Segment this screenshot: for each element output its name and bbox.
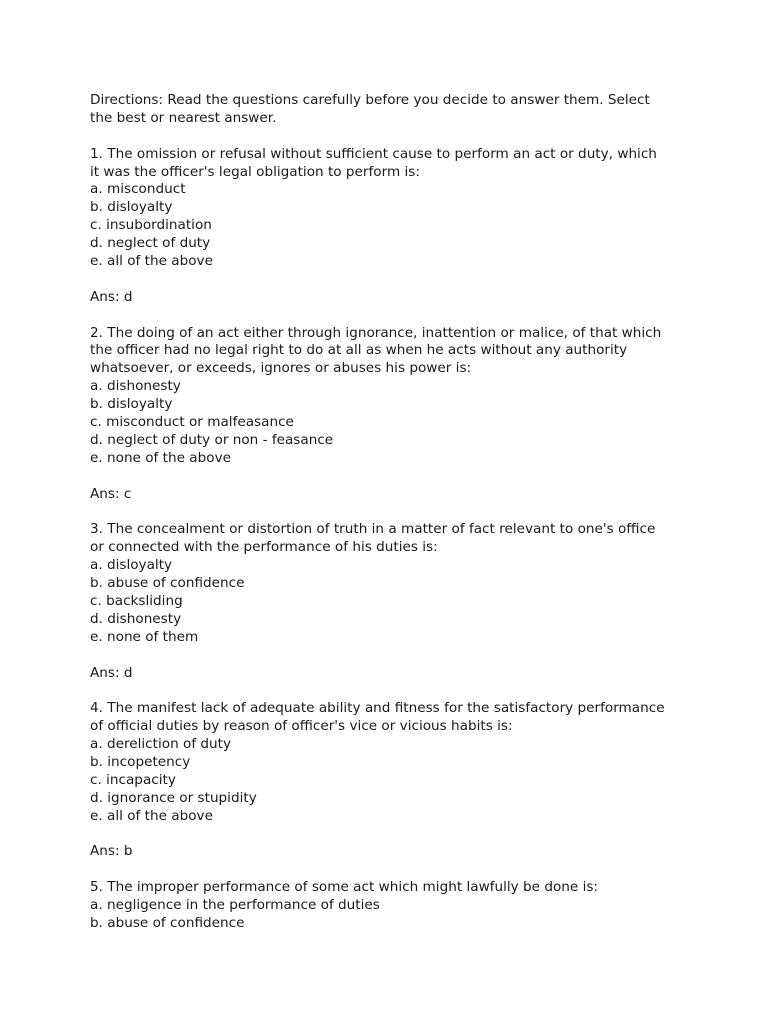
answer-option: a. misconduct — [90, 181, 186, 198]
answer-key: Ans: c — [90, 485, 132, 502]
answer-option: e. none of them — [90, 628, 199, 645]
answer-option: c. incapacity — [90, 771, 176, 788]
answer-option: d. neglect of duty — [90, 235, 211, 252]
answer-option: e. none of the above — [90, 449, 231, 466]
answer-option: e. all of the above — [90, 253, 213, 270]
question-stem: 5. The improper performance of some act which might lawfully be done is: — [90, 879, 599, 896]
question-stem: it was the officer's legal obligation to perform is: — [90, 163, 420, 180]
question-2 — [90, 325, 690, 504]
answer-option: c. backsliding — [90, 592, 183, 609]
question-stem: 1. The omission or refusal without sufficient cause to perform an act or duty, which — [90, 145, 657, 162]
question-1 — [90, 146, 690, 307]
answer-option: a. dishonesty — [90, 378, 181, 395]
directions-line: Directions: Read the questions carefully before you decide to answer them. Select — [90, 92, 650, 108]
answer-option: d. ignorance or stupidity — [90, 789, 257, 806]
answer-option: a. disloyalty — [90, 557, 173, 574]
answer-option: b. disloyalty — [90, 199, 173, 216]
answer-option: b. incopetency — [90, 753, 191, 770]
question-stem: 4. The manifest lack of adequate ability and fitness for the satisfactory performance — [90, 700, 665, 717]
directions — [90, 92, 690, 128]
answer-option: a. dereliction of duty — [90, 736, 232, 753]
answer-option: a. negligence in the performance of duties — [90, 897, 380, 914]
directions-line: the best or nearest answer. — [90, 109, 277, 126]
answer-option: b. disloyalty — [90, 396, 173, 413]
question-stem: 2. The doing of an act either through ignorance, inattention or malice, of that which — [90, 324, 662, 341]
answer-option: c. insubordination — [90, 217, 212, 234]
question-5 — [90, 879, 690, 933]
answer-option: d. dishonesty — [90, 610, 182, 627]
question-stem: or connected with the performance of his duties is: — [90, 539, 438, 556]
question-stem: 3. The concealment or distortion of truth in a matter of fact relevant to one's office — [90, 521, 656, 538]
answer-option: d. neglect of duty or non - feasance — [90, 431, 334, 448]
answer-key: Ans: d — [90, 664, 133, 681]
answer-option: c. misconduct or malfeasance — [90, 414, 294, 431]
answer-key: Ans: d — [90, 288, 133, 305]
answer-option: b. abuse of confidence — [90, 914, 245, 931]
answer-key: Ans: b — [90, 843, 133, 860]
question-stem: of official duties by reason of officer's vice or vicious habits is: — [90, 718, 513, 735]
answer-option: e. all of the above — [90, 807, 213, 824]
question-stem: the officer had no legal right to do at all as when he acts without any authority — [90, 342, 628, 359]
question-3 — [90, 521, 690, 682]
answer-option: b. abuse of confidence — [90, 575, 245, 592]
question-4 — [90, 700, 690, 861]
document-page — [90, 92, 690, 933]
question-stem: whatsoever, or exceeds, ignores or abuses his power is: — [90, 360, 472, 377]
